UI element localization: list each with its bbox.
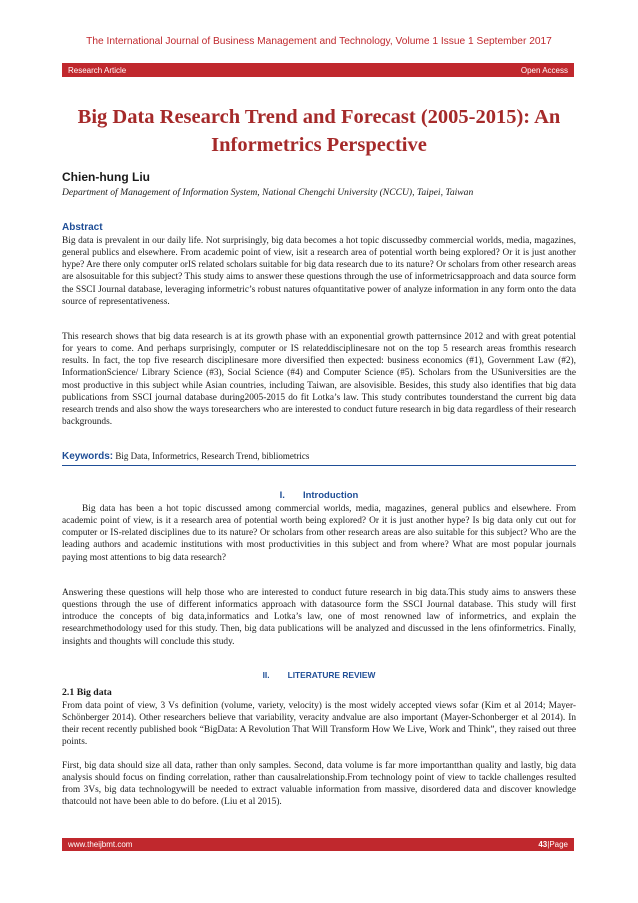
- introduction-paragraph-2: Answering these questions will help those who are interested to conduct future research in big data.This study aims to answers these questions through the use of different informatics approach with datasource form the SSCI Journal database. This study will first introduce the concepts of big data,informatics and Lotka’s law, one of most renowned law of informetrics, and explain the researchmethodology used for this study. Then, big data publications will be analyzed and discussed in the lens ofinformetrics. Finally, insights and thoughts will conclude this study.: [62, 588, 576, 647]
- page-number: 43: [538, 840, 548, 849]
- author-name: Chien-hung Liu: [62, 170, 150, 184]
- section-number: I.: [279, 490, 285, 501]
- section-heading-literature-review: [62, 670, 576, 680]
- section-title: Introduction: [302, 490, 359, 501]
- article-type-label: Research Article: [68, 65, 127, 75]
- subsection-heading: 2.1 Big data: [62, 687, 112, 698]
- access-type-label: Open Access: [520, 65, 568, 75]
- article-type-bar: [62, 63, 574, 77]
- journal-header: The International Journal of Business Management and Technology, Volume 1 Issue 1 September 2017: [86, 36, 552, 47]
- abstract-paragraph-1: Big data is prevalent in our daily life. Not surprisingly, big data becomes a hot topic discussedby commercial worlds, media, magazines, general publics and elsewhere. From academic point of view, isit a research area of potential worth being explored? Or it is just another hype? Are there only computer orIS related scholars suitable for big data research due to its nature? Or scholars from other research areas are alsosuitable for this subject? This study aims to answer these questions through the use of informetricsapproach and data source form the SSCI Journal database, leveraging informetric’s robust natures ofquantitative power of analyze information in any form onto the data source of representativeness.: [62, 236, 576, 307]
- page-label: |Page: [547, 840, 568, 849]
- abstract-paragraph-2: This research shows that big data research is at its growth phase with an exponential growth patternsince 2012 and with great potential for years to come. And perhaps surprisingly, computer or IS relateddisciplinesare not on the top 5 research areas fromthis research results. In fact, the top five research disciplinesare more diversified then expected: business economics (#1), Government Law (#2), InformationScience/ Library Science (#3), Social Science (#4) and Computer Science (#5). Scholars from the USuniversities are the most productive in this subject while Asian countries, including Taiwan, are alsovisible. Besides, this study also identifies that big data publications from SSCI journal database during2005-2015 do fit Lotka’s law. This study contributes tounderstand the current big data research trends and also show the ways toresearchers who are interested to conduct future research in big data regardless of their research backgrounds.: [62, 332, 576, 428]
- author-affiliation: Department of Management of Information System, National Chengchi University (NCCU), Taipei, Taiwan: [62, 187, 474, 198]
- keywords-text: Big Data, Informetrics, Research Trend, bibliometrics: [115, 451, 310, 461]
- section-number: II.: [262, 670, 270, 680]
- literature-paragraph-2: First, big data should size all data, rather than only samples. Second, data volume is far more importantthan quality and lastly, big data analysis should focus on finding correlation, rather than causalrelationship.From technology point of view to tackle challenges resulted from 3Vs, big data technologywill be needed to extract valuable information from massive, disordered data and discover knowledge thatcould not have been able to do before. (Liu et al 2015).: [62, 761, 576, 808]
- introduction-paragraph-1: Big data has been a hot topic discussed among commercial worlds, media, magazines, general publics and elsewhere. From academic point of view, is it a research area of potential worth being explored? Or it is just another hype? Is big data only cut out for computer or IS-related disciplines due to its nature? Or scholars from other research areas are also suitable for this subject? Who are the leading authors and academic institutions with most productivities in this subject and from where? What are most popular journals paying most attentions to big data research?: [62, 504, 576, 563]
- section-heading-introduction: [62, 490, 576, 501]
- keywords-label: Keywords:: [62, 451, 114, 462]
- paper-title: Big Data Research Trend and Forecast (2005-2015): An Informetrics Perspective: [77, 106, 561, 156]
- keywords-line: [62, 451, 576, 466]
- section-title: LITERATURE REVIEW: [287, 670, 376, 680]
- abstract-heading: Abstract: [62, 222, 103, 233]
- page-indicator: [538, 840, 568, 849]
- page-footer: [62, 838, 574, 851]
- footer-url[interactable]: www.theijbmt.com: [68, 840, 133, 849]
- literature-paragraph-1: From data point of view, 3 Vs definition (volume, variety, velocity) is the most widely accepted views sofar (Kim et al 2014; Mayer-Schönberger 2014). Other researchers believe that variability, veracity andvalue are also important (Mayer-Schonberger et al 2014). In their recent recently published book “BigData: A Revolution That Will Transform How We Live, Work and Think”, they raised out three points.: [62, 701, 576, 748]
